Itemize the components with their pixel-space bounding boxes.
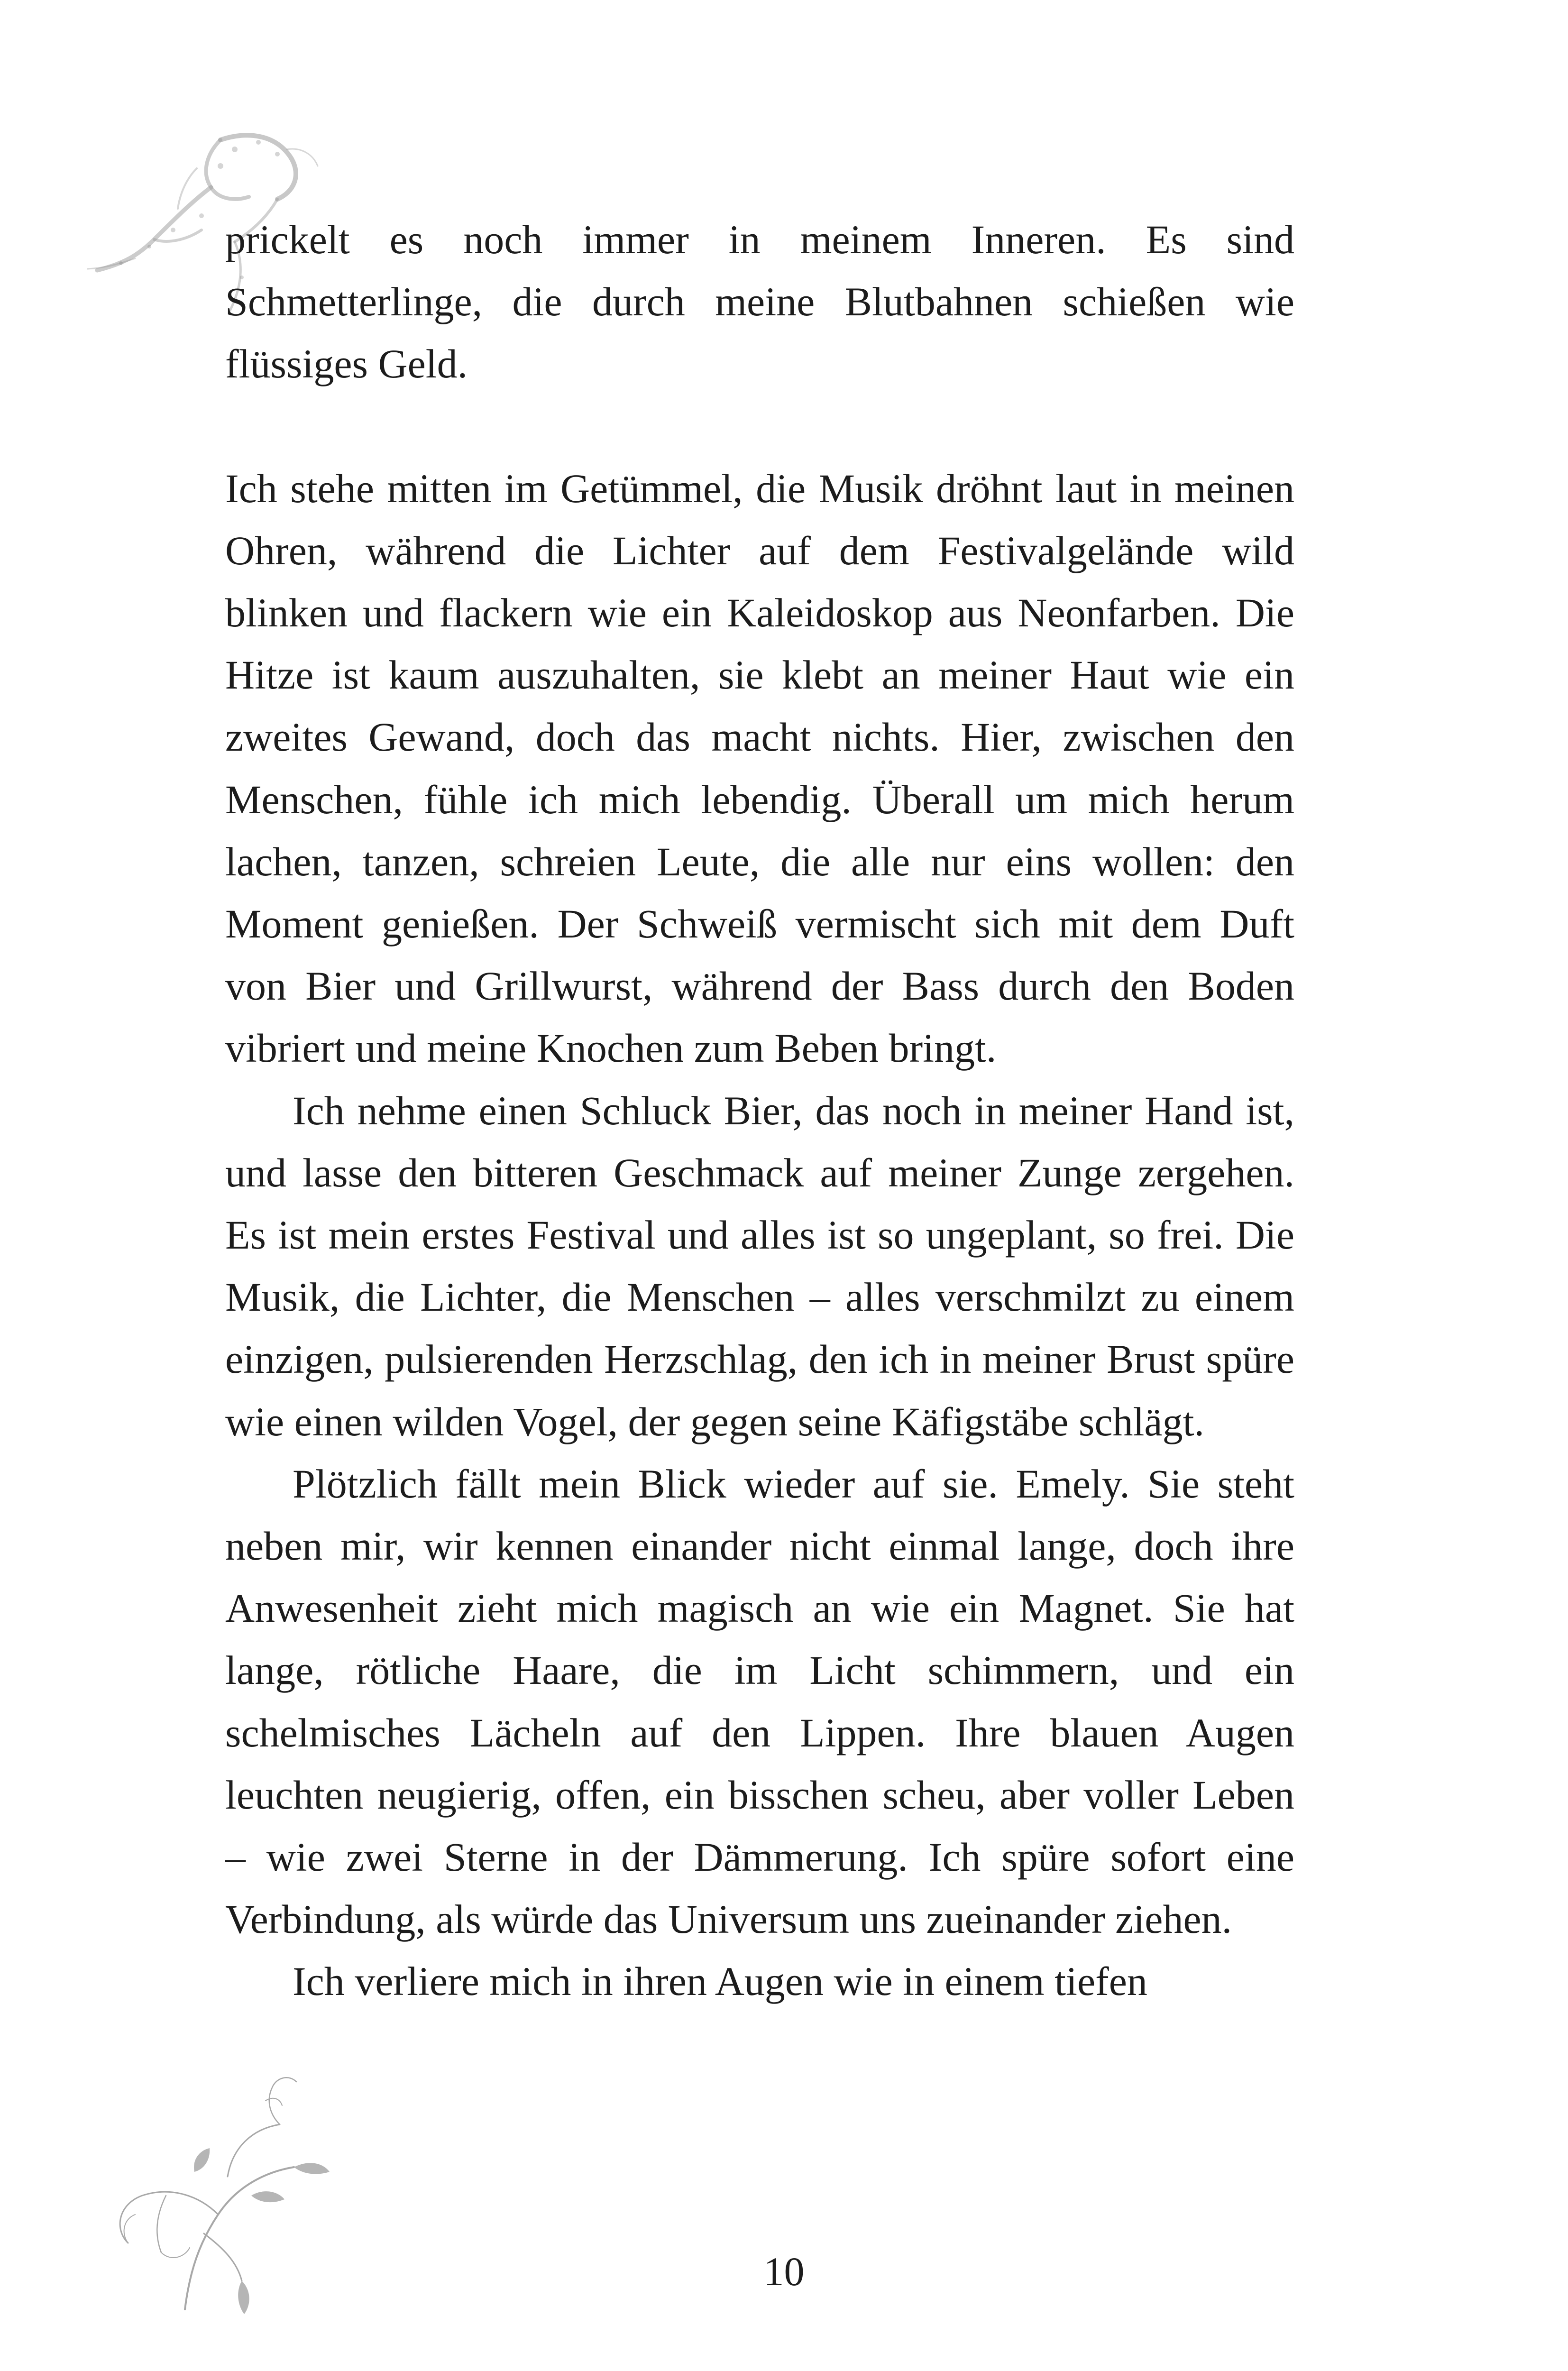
paragraph-spacer [225, 395, 1294, 458]
paragraph: prickelt es noch immer in meinem Inneren. Es sind Schmetterlinge, die durch meine Blutbahnen schießen wie flüssiges Geld. [225, 217, 1294, 387]
paragraph: Plötzlich fällt mein Blick wieder auf sie. Emely. Sie steht neben mir, wir kennen einander nicht einmal lange, doch ihre Anwesenheit zieht mich magisch an wie ein Magnet. Sie hat lange, rötliche Haare, die im Licht schimmern, und ein schelmisches Lächeln auf den Lippen. Ihre blauen Augen leuchten neugierig, offen, ein bisschen scheu, aber voller Leben – wie zwei Sterne in der Dämmerung. Ich spüre sofort eine Verbindung, als würde das Universum uns zueinander ziehen. [225, 1461, 1294, 1942]
body-text [225, 209, 1294, 2013]
paragraph: Ich nehme einen Schluck Bier, das noch in meiner Hand ist, und lasse den bitteren Geschmack auf meiner Zunge zergehen. Es ist mein erstes Festival und alles ist so ungeplant, so frei. Die Musik, die Lichter, die Menschen – alles verschmilzt zu einem einzigen, pulsierenden Herzschlag, den ich in meiner Brust spüre wie einen wilden Vogel, der gegen seine Käfigstäbe schlägt. [225, 1087, 1294, 1444]
page-number: 10 [763, 2249, 805, 2294]
paragraph: Ich stehe mitten im Getümmel, die Musik dröhnt laut in meinen Ohren, während die Lichter auf dem Festivalgelände wild blinken und flackern wie ein Kaleidoskop aus Neonfarben. Die Hitze ist kaum auszuhalten, sie klebt an meiner Haut wie ein zweites Gewand, doch das macht nichts. Hier, zwischen den Menschen, fühle ich mich lebendig. Überall um mich herum lachen, tanzen, schreien Leute, die alle nur eins wollen: den Moment genießen. Der Schweiß vermischt sich mit dem Duft von Bier und Grillwurst, während der Bass durch den Boden vibriert und meine Knochen zum Beben bringt. [225, 465, 1294, 1071]
paragraph: Ich verliere mich in ihren Augen wie in einem tiefen [293, 1958, 1147, 2004]
